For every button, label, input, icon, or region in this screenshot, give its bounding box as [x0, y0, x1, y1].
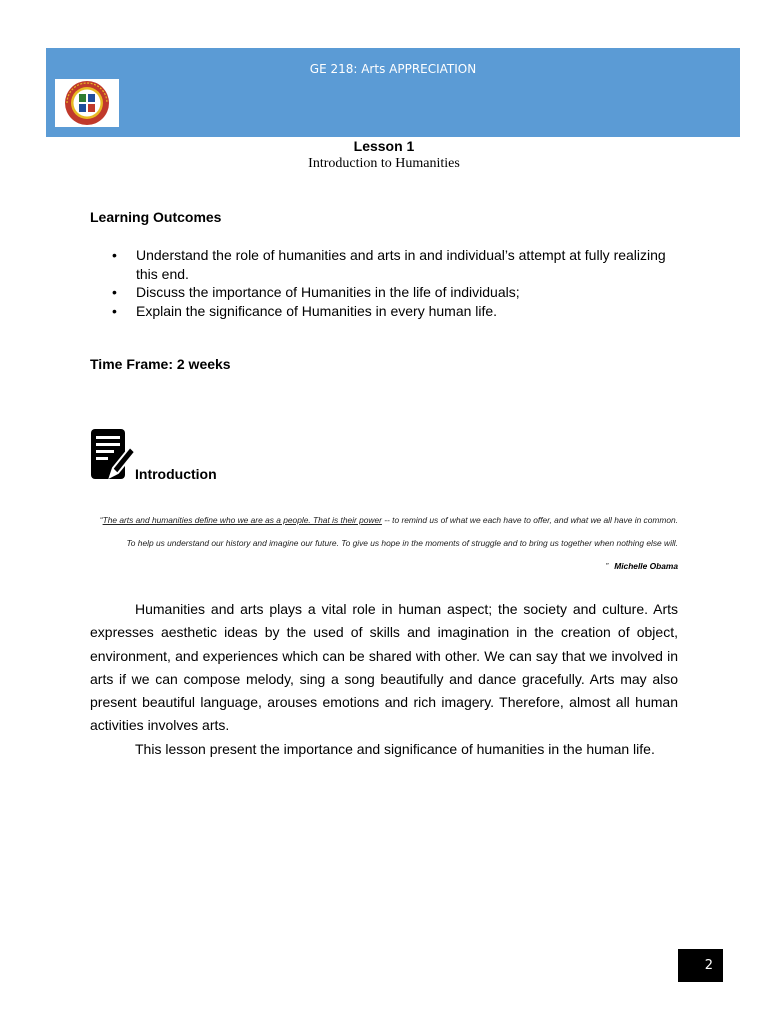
lesson-subtitle: Introduction to Humanities — [308, 156, 460, 171]
list-item: • Understand the role of humanities and arts in and individual’s attempt at fully realizing this end. — [90, 246, 680, 283]
introduction-body — [90, 598, 678, 761]
quote-underlined-text: The arts and humanities define who we are as a people. That is their power — [102, 515, 382, 525]
introduction-heading: Introduction — [135, 466, 217, 482]
quote-author: Michelle Obama — [614, 561, 678, 571]
learning-outcomes-list — [90, 246, 680, 320]
learning-outcomes-heading: Learning Outcomes — [90, 209, 222, 225]
time-frame: Time Frame: 2 weeks — [90, 356, 231, 372]
document-header — [46, 48, 740, 137]
epigraph-quote — [90, 509, 678, 578]
paragraph: Humanities and arts plays a vital role in human aspect; the society and culture. Arts expresses aesthetic ideas by the used of skills and imagination in the creation of object, environment, and experiences which can be shared with other. We can say that we involved in arts if we can compose melody, sing a song beautifully and dance gracefully. Arts may also present beautiful language, arouses emotions and rich imagery. Therefore, almost all human activities involves arts. — [90, 601, 678, 734]
course-title: GE 218: Arts APPRECIATION — [309, 62, 477, 76]
university-seal-icon — [55, 79, 119, 127]
list-item: • Explain the significance of Humanities in every human life. — [90, 302, 680, 321]
paragraph: This lesson present the importance and significance of humanities in the human life. — [135, 740, 655, 757]
lesson-title: Lesson 1 — [353, 138, 415, 154]
page-number: 2 — [678, 949, 723, 982]
list-item: • Discuss the importance of Humanities in the life of individuals; — [90, 283, 680, 302]
quote-open-mark: “ — [99, 515, 103, 525]
quote-text: -- to remind us of what we each have to offer, and what we all have in common. To help us understand our history and imagine our future. To give us hope in the moments of struggle and to bring us together when nothing else will. ” — [126, 515, 678, 571]
notepad-pencil-icon — [90, 427, 136, 481]
